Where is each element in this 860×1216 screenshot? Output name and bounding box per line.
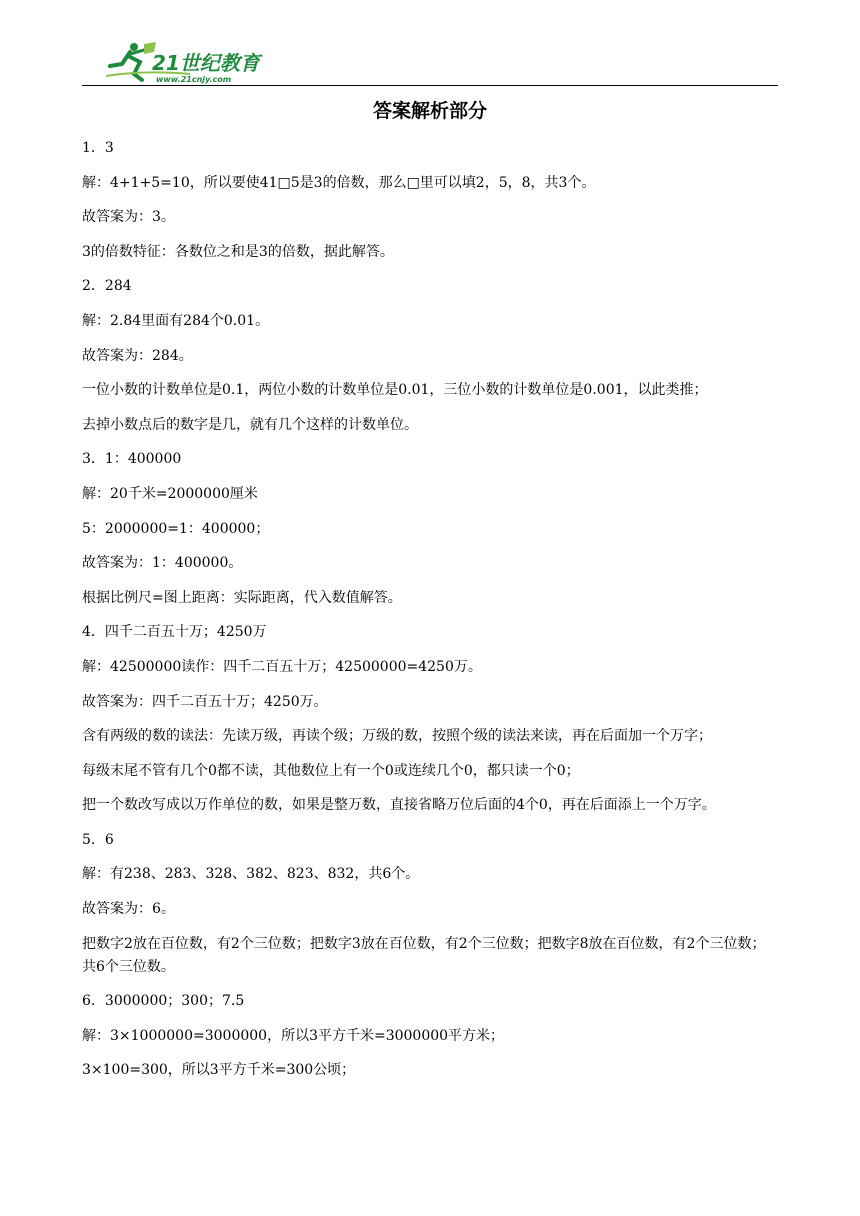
- answer-number-3: 3．1：400000: [82, 451, 182, 468]
- svg-text:www.21cnjy.com: www.21cnjy.com: [156, 75, 232, 84]
- answer-number-1: 1．3: [82, 140, 114, 156]
- answer-line: 故答案为：284。: [82, 347, 193, 364]
- runner-logo-icon: [104, 40, 284, 86]
- answer-line: 故答案为：四千二百五十万；4250万。: [82, 693, 328, 710]
- solution-line: 解：20千米=2000000厘米: [82, 485, 258, 502]
- explanation-line: 去掉小数点后的数字是几，就有几个这样的计数单位。: [82, 416, 418, 433]
- solution-line: 5：2000000=1：400000；: [82, 520, 270, 537]
- solution-line: 解：3×1000000=3000000，所以3平方千米=3000000平方米；: [82, 1027, 505, 1044]
- explanation-line: 根据比例尺=图上距离：实际距离，代入数值解答。: [82, 589, 402, 606]
- explanation-line: 每级末尾不管有几个0都不读，其他数位上有一个0或连续几个0，都只读一个0；: [82, 762, 580, 779]
- solution-line: 解：2.84里面有284个0.01。: [82, 312, 270, 329]
- answer-number-2: 2．284: [82, 278, 132, 295]
- site-logo: [104, 40, 284, 86]
- answer-number-5: 5．6: [82, 831, 114, 848]
- explanation-paragraph: 把一个数改写成以万作单位的数，如果是整万数，直接省略万位后面的4个0，再在后面添上一个万字。: [82, 797, 716, 814]
- header-divider: [82, 85, 778, 86]
- answer-number-6: 6．3000000；300；7.5: [82, 993, 245, 1010]
- explanation-line: 一位小数的计数单位是0.1，两位小数的计数单位是0.01，三位小数的计数单位是0.001，以此类推；: [82, 382, 708, 399]
- solution-line: 解：4+1+5=10，所以要使41□5是3的倍数，那么□里可以填2，5，8，共3个。: [82, 174, 596, 191]
- explanation-line: 含有两级的数的读法：先读万级，再读个级；万级的数，按照个级的读法来读，再在后面加一个万字；: [82, 728, 712, 745]
- explanation-line: 3的倍数特征：各数位之和是3的倍数，据此解答。: [82, 243, 394, 260]
- page-title: 答案解析部分: [372, 100, 487, 122]
- page-header: [0, 0, 860, 90]
- answer-line: 故答案为：3。: [82, 209, 175, 226]
- svg-text:21世纪教育: 21世纪教育: [152, 51, 260, 75]
- answer-line: 故答案为：1：400000。: [82, 555, 243, 572]
- solution-line: 3×100=300，所以3平方千米=300公顷；: [82, 1062, 356, 1079]
- solution-line: 解：42500000读作：四千二百五十万；42500000=4250万。: [82, 658, 482, 675]
- answer-number-4: 4．四千二百五十万；4250万: [82, 624, 267, 641]
- explanation-paragraph: 把数字2放在百位数，有2个三位数；把数字3放在百位数，有2个三位数；把数字8放在百位数，有2个三位数；共6个三位数。: [82, 935, 766, 975]
- solution-line: 解：有238、283、328、382、823、832，共6个。: [82, 866, 420, 883]
- answer-line: 故答案为：6。: [82, 901, 175, 918]
- answer-content: [82, 137, 778, 1094]
